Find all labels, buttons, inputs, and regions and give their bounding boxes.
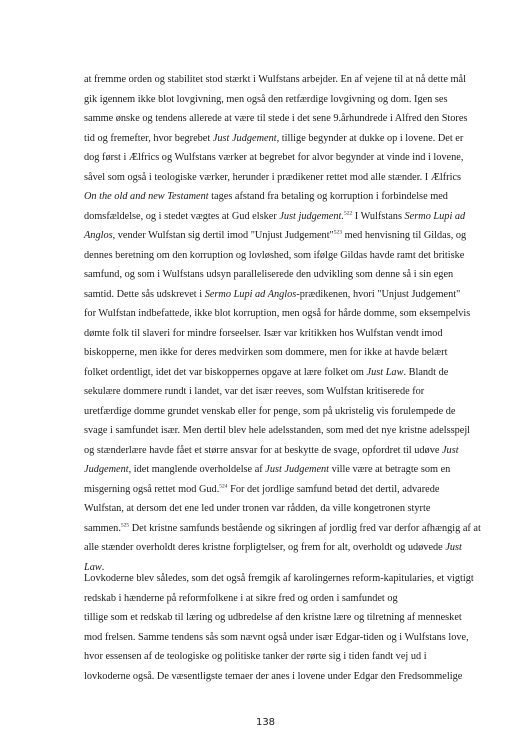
text-line (84, 647, 461, 667)
text-run: svage i samfundet især. Men dertil blev hele adelsstanden, som med det nye kristne adelsspejl (84, 425, 471, 436)
text-run: for Wulfstan indbefattede, ikke blot korruption, men også for hårde domme, som eksempelvis (84, 308, 471, 319)
text-run: ville være at betragte som en (329, 464, 451, 475)
text-run: Det kristne samfunds bestående og sikringen af jordlig fred var derfor afhængig af at (129, 522, 481, 534)
text-run: folket ordentligt, idet det var biskoppernes opgave at lære folket om (84, 366, 367, 378)
text-run: tages afstand fra betaling og korruption i forbindelse med (208, 191, 448, 202)
footnote-marker: 523 (333, 229, 343, 236)
text-run: at fremme orden og stabilitet stod stærkt i Wulfstans arbejder. En af vejene til at nå dette mål (84, 74, 466, 85)
body-paragraph-2 (84, 569, 474, 686)
italic-term: Judgement (84, 464, 129, 475)
text-run: domsfældelse, og i stedet vægtes at Gud elsker (84, 210, 280, 222)
italic-term: Just judgement. (279, 210, 344, 222)
text-line (84, 480, 461, 500)
italic-term: Just Judgement (212, 132, 277, 144)
text-line (84, 382, 461, 402)
text-run: alle stænder overholdt deres kristne forpligtelser, og frem for alt, overholdt og udøvede (84, 542, 446, 553)
text-run: gik igennem ikke blot lovgivning, men også den retfærdige lovgivning og dom. Igen ses (84, 93, 448, 105)
text-run: hvor essensen af de teologiske og politiske tanker der rørte sig i tiden fandt vej ud i (84, 651, 427, 662)
text-run: For det jordlige samfund betød det dertil, advarede (227, 483, 440, 495)
italic-term: Just Judgement (265, 464, 330, 475)
text-line (84, 441, 461, 461)
text-run: . Blandt de (403, 366, 449, 378)
text-run: samtid. Dette sås udskrevet i (84, 288, 205, 300)
text-run: dog først i Ælfrics og Wulfstans værker at begrebet for alvor begynder at vinde ind i lovene, (84, 152, 464, 163)
text-line (84, 589, 461, 609)
text-run: dømte folk til slaveri for mindre forseelser. Især var kritikken hos Wulfstan vendt imod (84, 327, 443, 339)
page-number: 138 (255, 717, 276, 728)
text-line (84, 187, 461, 207)
text-line (84, 363, 461, 383)
text-line (84, 246, 465, 266)
body-paragraph-1 (84, 70, 481, 577)
text-line (84, 148, 464, 168)
text-run: Lovkoderne blev således, som det også fremgik af karolingernes reform-kapitularies, et vigtigt (84, 573, 474, 584)
text-line (84, 109, 468, 129)
text-line (84, 324, 461, 344)
text-line (84, 129, 464, 149)
text-run: mod frelsen. Samme tendens sås som nævnt også under især Edgar-tiden og i Wulfstans love, (84, 631, 469, 643)
text-run: misgerning også rettet mod Gud. (84, 483, 220, 495)
text-run: sammen. (84, 522, 121, 534)
text-line (84, 285, 461, 305)
text-line (84, 538, 461, 558)
italic-term: Sermo Lupi ad (404, 210, 466, 222)
text-run: . (101, 561, 105, 573)
text-run: med henvisning til Gildas, og (342, 230, 467, 241)
text-line (84, 628, 469, 648)
text-line (84, 90, 461, 110)
text-run: tid og fremefter, hvor begrebet (84, 132, 213, 144)
italic-term: Sermo Lupi ad Anglos (204, 288, 297, 300)
text-line (84, 519, 481, 539)
footnote-marker: 522 (343, 210, 353, 217)
text-run: sekulære dommere rundt i landet, var det især reeves, som Wulfstan kritiserede for (84, 386, 425, 397)
italic-term: Just Law (366, 366, 404, 378)
text-line (84, 608, 461, 628)
text-run: tillige som et redskab til læring og udbredelse af den kristne lære og tilretning af mennesket (84, 612, 462, 623)
text-line (84, 460, 461, 480)
italic-term: On the old and new Testament (84, 191, 209, 202)
text-run: biskopperne, men ikke for deres medvirken som dommere, men for ikke at havde belært (84, 347, 448, 358)
footnote-marker: 524 (219, 483, 228, 490)
text-run: , vender Wulfstan sig dertil imod "Unjust Judgement" (112, 230, 334, 241)
text-line (84, 168, 461, 188)
text-line (84, 70, 466, 90)
text-run: dennes beretning om den korruption og lovløshed, som ifølge Gildas havde ramt det britiske (84, 249, 465, 261)
text-line (84, 207, 466, 227)
text-run: samfund, og som i Wulfstans udsyn paralleliserede den udvikling som denne så i sin egen (84, 269, 454, 280)
text-run: , idet manglende overholdelse af (128, 464, 266, 475)
text-line (84, 569, 474, 589)
text-run: , tillige begynder at dukke op i lovene. Det er (276, 132, 464, 144)
text-line (84, 499, 461, 519)
text-run: såvel som også i teologiske værker, herunder i prædikener rettet mod alle stænder. I Ælfrics (84, 171, 462, 183)
italic-term: Just (441, 444, 459, 456)
footnote-marker: 525 (120, 522, 130, 529)
italic-term: Anglos (84, 230, 113, 241)
text-run: redskab i hænderne på reformfolkene i at sikre fred og orden i samfundet og (84, 592, 398, 604)
text-run: I Wulfstans (352, 210, 405, 222)
text-line (84, 667, 461, 687)
text-line (84, 343, 461, 363)
text-line (84, 226, 467, 246)
text-line (84, 265, 461, 285)
text-run: og stænderlære havde fået et større ansvar for at beskytte de svage, opfordret til udøve (84, 444, 442, 456)
text-run: uretfærdige domme grundet venskab eller for penge, som på ukristelig vis forulempede de (84, 405, 456, 417)
text-line (84, 421, 471, 441)
text-run: Wulfstan, at dersom det ene led under tronen var rådden, da ville kongetronen styrte (84, 503, 431, 514)
italic-term: Just (445, 542, 462, 553)
text-line (84, 402, 461, 422)
text-run: -prædikenen, hvori "Unjust Judgement" (296, 288, 461, 300)
text-run: lovkoderne også. De væsentligste temaer der anes i lovene under Edgar den Fredsommelige (84, 670, 463, 682)
text-run: samme ønske og tendens allerede at være til stede i det sene 9.århundrede i Alfred den Stores (84, 113, 468, 124)
italic-term: Law (84, 561, 102, 573)
text-line (84, 304, 471, 324)
